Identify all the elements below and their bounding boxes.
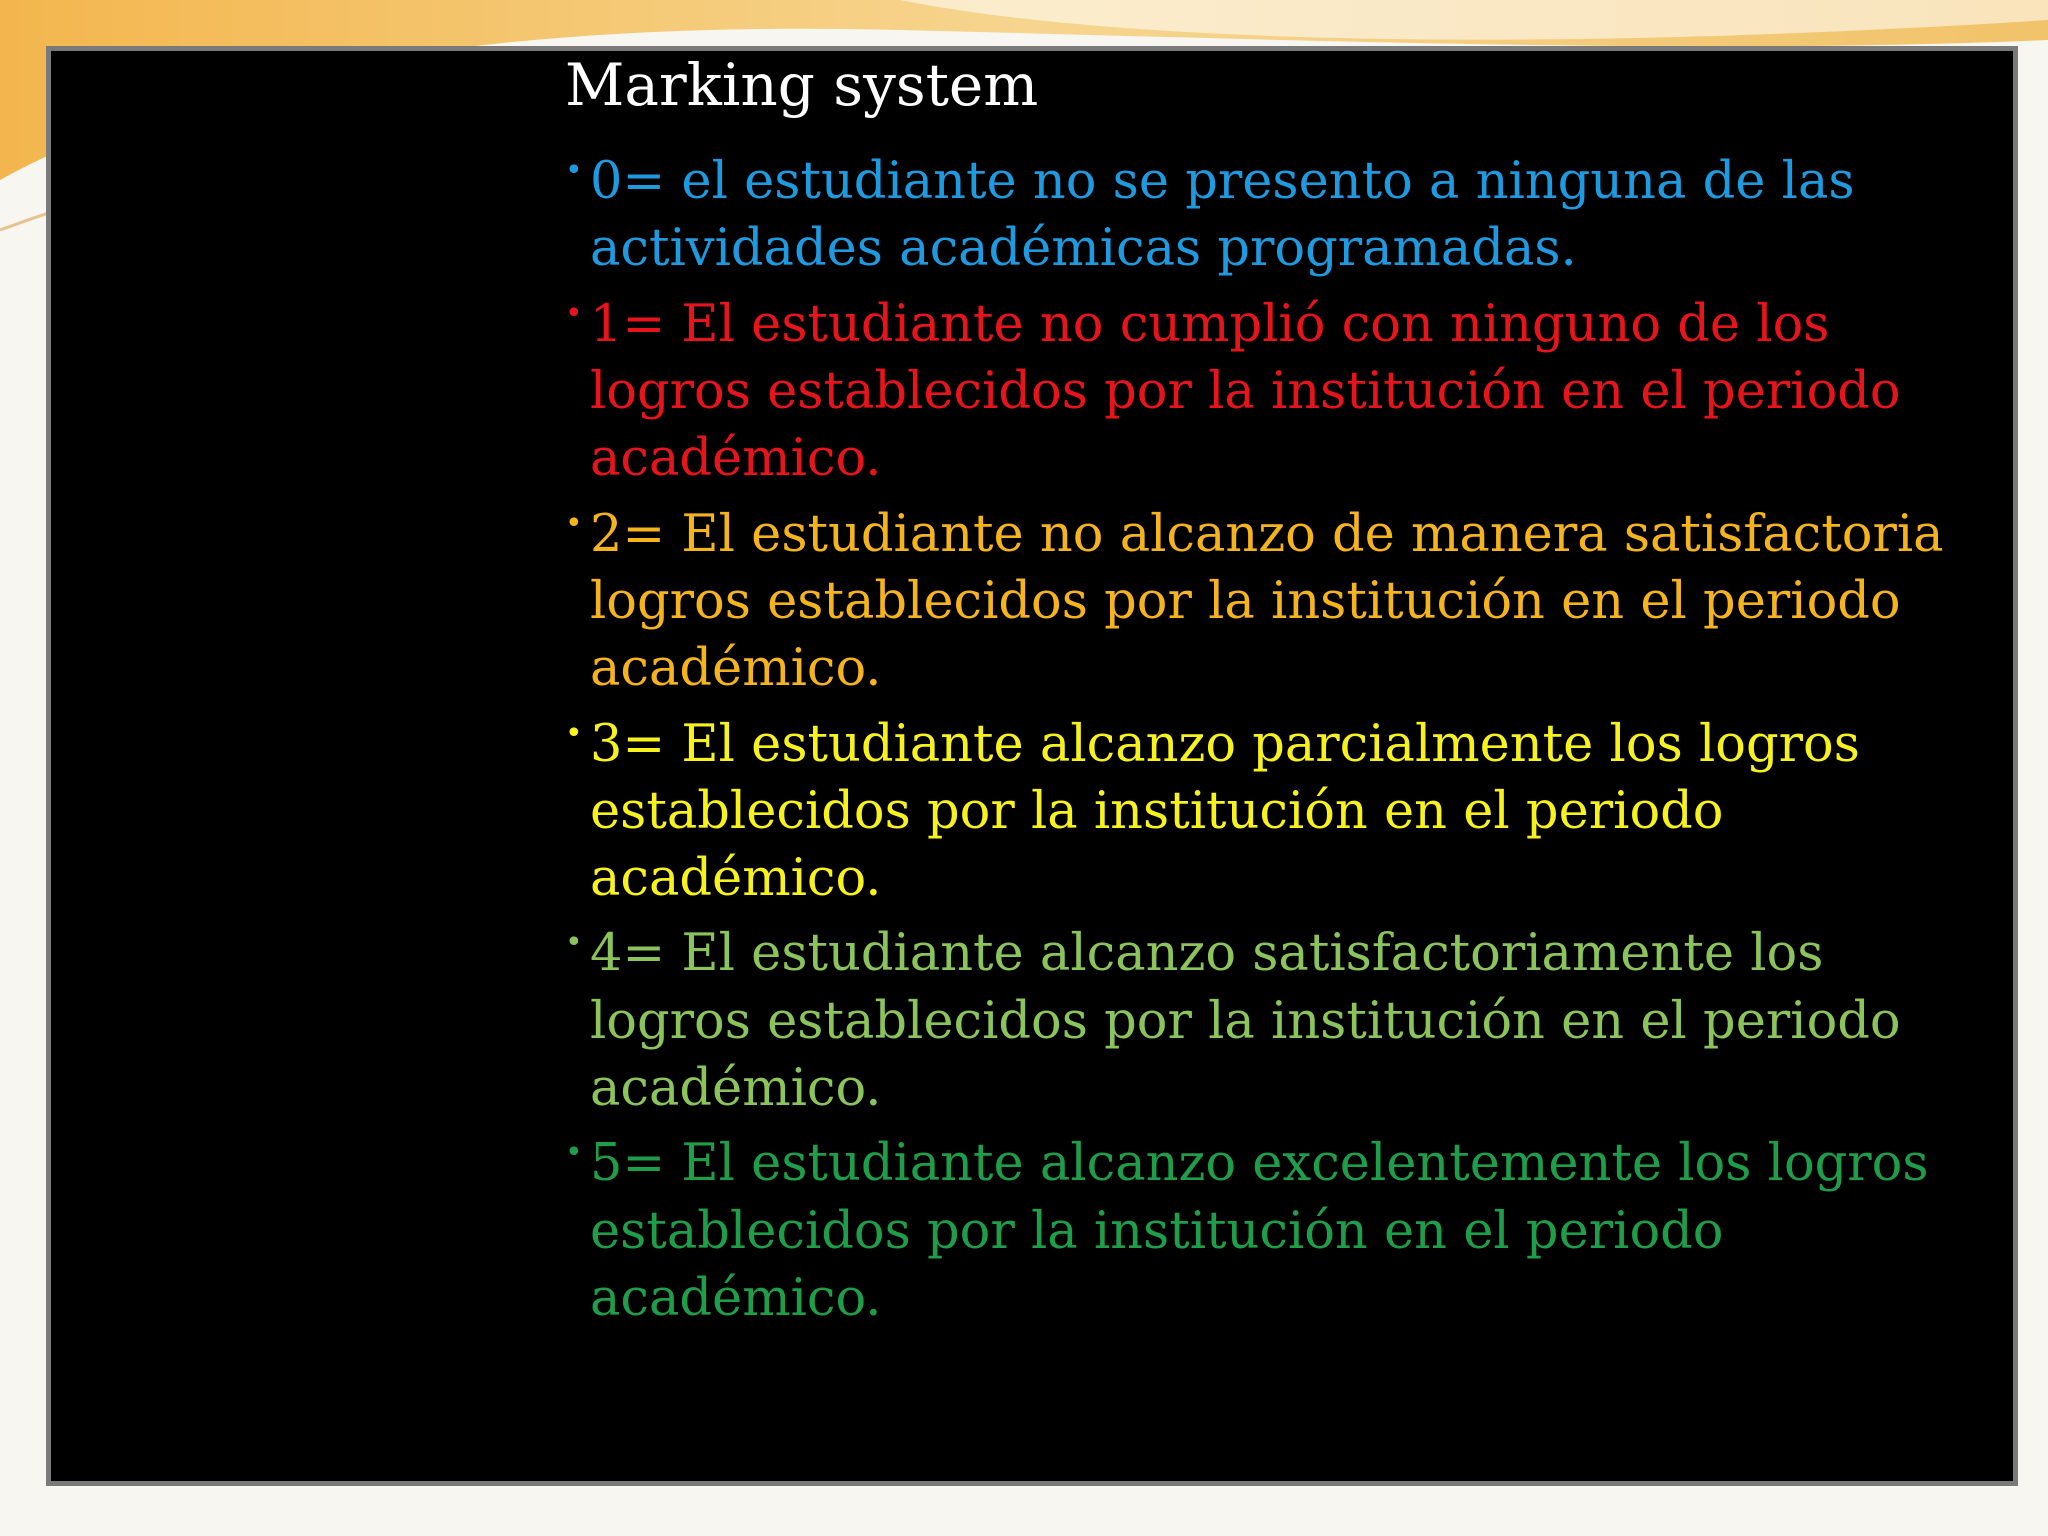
bullet-dot-icon: • — [565, 925, 583, 961]
marking-item-text: 0= el estudiante no se presento a ninguna de las actividades académicas programadas. — [590, 152, 1855, 279]
marking-item-text: 5= El estudiante alcanzo excelentemente los logros establecidos por la institución en el periodo académico. — [590, 1134, 1929, 1328]
marking-item-1 — [565, 291, 1960, 493]
bullet-dot-icon: • — [565, 295, 583, 331]
marking-scale-list — [565, 148, 1960, 1340]
bullet-dot-icon: • — [565, 153, 583, 188]
marking-item-4 — [565, 920, 1960, 1122]
slide-title: Marking system — [565, 51, 1039, 119]
marking-item-text: 2= El estudiante no alcanzo de manera satisfactoria logros establecidos por la institución en el periodo académico. — [590, 504, 1944, 699]
marking-item-text: 1= El estudiante no cumplió con ninguno de los logros establecidos por la institución en el periodo académico. — [590, 294, 1901, 489]
marking-item-text: 4= El estudiante alcanzo satisfactoriamente los logros establecidos por la institución en el periodo académico. — [590, 924, 1901, 1119]
marking-item-0 — [565, 148, 1960, 283]
marking-item-3 — [565, 711, 1960, 913]
bullet-dot-icon: • — [565, 505, 583, 541]
bullet-dot-icon: • — [565, 1135, 583, 1171]
bullet-dot-icon: • — [565, 715, 583, 751]
marking-item-text: 3= El estudiante alcanzo parcialmente los logros establecidos por la institución en el periodo académico. — [590, 714, 1860, 909]
marking-item-2 — [565, 501, 1960, 703]
marking-item-5 — [565, 1130, 1960, 1332]
